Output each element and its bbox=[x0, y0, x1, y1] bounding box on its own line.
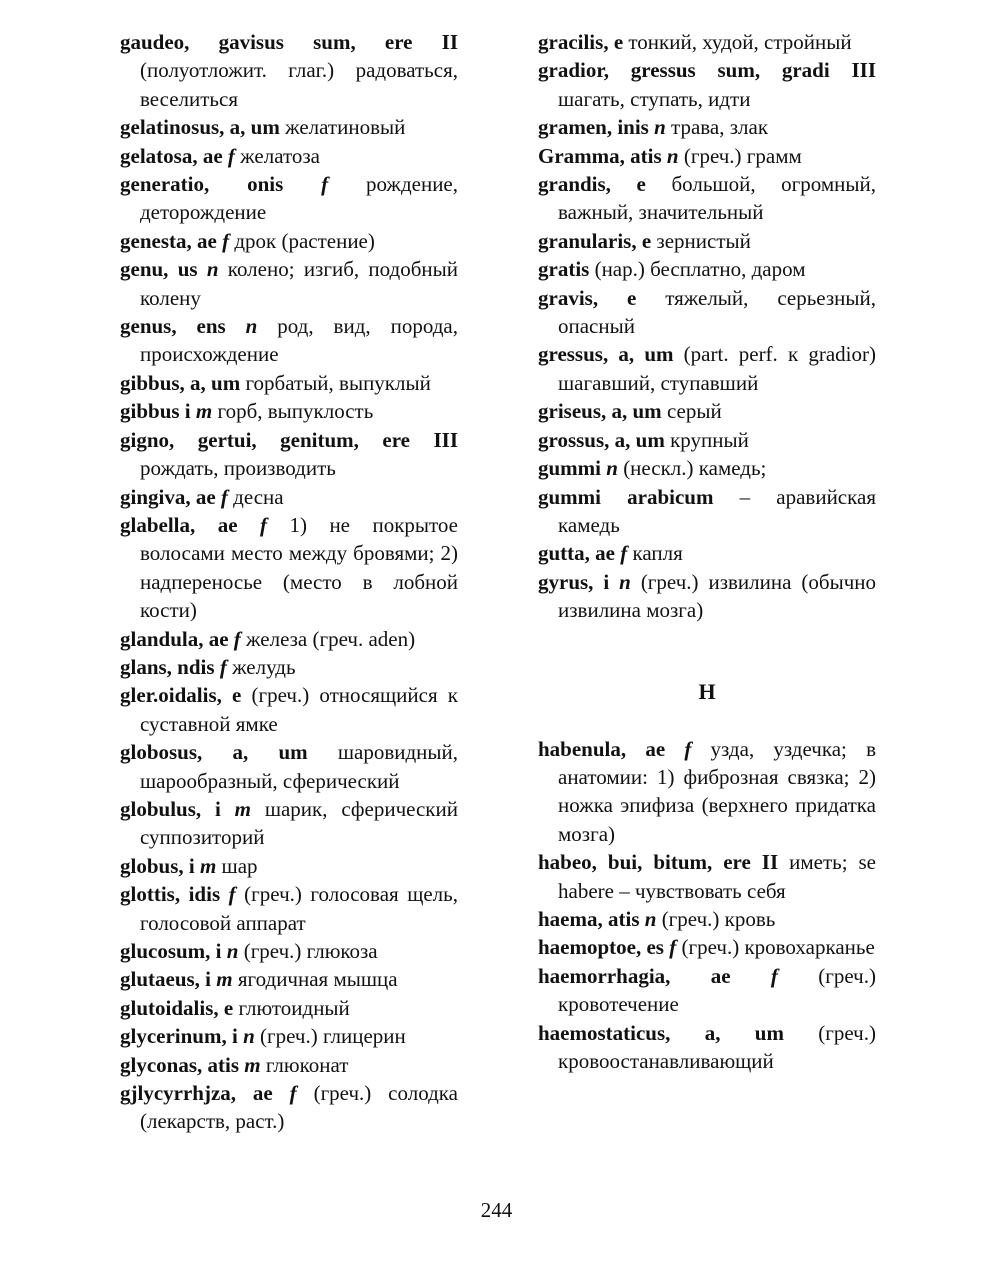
entry-headword: gelatinosus, a, um bbox=[120, 115, 280, 140]
entry-headword: gingiva, ae bbox=[120, 484, 216, 509]
entry-headword: gravis, e bbox=[538, 285, 637, 310]
entry-headword: gaudeo, gavisus sum, ere II bbox=[120, 30, 458, 54]
entry-headword: gummi arabicum bbox=[538, 484, 714, 509]
entry-gender: f bbox=[222, 143, 235, 168]
dictionary-entry bbox=[538, 397, 876, 425]
entry-definition: (греч.) кровохарканье bbox=[676, 935, 875, 960]
entry-definition: (греч.) кровотечение bbox=[558, 963, 876, 1017]
entry-definition: крупный bbox=[664, 427, 749, 452]
entry-headword: globosus, a, um bbox=[120, 740, 308, 765]
g-entries bbox=[538, 28, 876, 625]
entry-definition: иметь; se habere – чувствовать себя bbox=[558, 850, 876, 903]
entry-definition: горбатый, выпуклый bbox=[240, 370, 431, 395]
entry-headword: gratis bbox=[538, 257, 590, 282]
entry-definition: тонкий, худой, стройный bbox=[623, 30, 852, 54]
entry-definition: зернистый bbox=[651, 228, 751, 253]
entry-definition: колено; изгиб, подобный колену bbox=[140, 257, 459, 310]
entry-gender: f bbox=[272, 1081, 297, 1106]
dictionary-entry bbox=[120, 142, 458, 170]
dictionary-entry bbox=[538, 568, 876, 625]
entry-definition: (греч.) кровоостанавливающий bbox=[558, 1020, 876, 1073]
entry-gender: f bbox=[215, 484, 228, 509]
dictionary-entry bbox=[120, 170, 458, 227]
entry-headword: granularis, e bbox=[538, 228, 652, 253]
dictionary-entry bbox=[538, 227, 876, 255]
entry-gender: n bbox=[237, 1024, 255, 1049]
dictionary-entry bbox=[538, 905, 876, 933]
dictionary-entry bbox=[538, 933, 876, 961]
entry-headword: glans, ndis bbox=[120, 654, 215, 679]
entry-definition: шаровидный, шарообразный, сферический bbox=[140, 740, 458, 793]
entry-definition: шагать, ступать, идти bbox=[558, 86, 751, 111]
entry-definition: рождать, производить bbox=[140, 456, 336, 481]
entry-headword: gyrus, i bbox=[538, 569, 610, 594]
section-letter-heading: H bbox=[698, 678, 716, 704]
dictionary-entry bbox=[538, 454, 876, 482]
entry-headword: gutta, ae bbox=[538, 541, 615, 566]
entry-headword: haemorrhagia, ae bbox=[538, 963, 731, 988]
entry-headword: glycerinum, i bbox=[120, 1024, 238, 1049]
entry-headword: glyconas, atis bbox=[120, 1052, 240, 1077]
entry-gender: n bbox=[221, 939, 239, 963]
entry-gender: f bbox=[615, 541, 628, 566]
entry-gender: f bbox=[237, 512, 268, 537]
entry-definition: горб, выпуклость bbox=[212, 399, 374, 424]
entry-gender: n bbox=[639, 906, 657, 931]
dictionary-entry bbox=[120, 795, 458, 852]
page-number: 244 bbox=[480, 1198, 513, 1222]
entry-headword: genu, us bbox=[120, 257, 198, 282]
entry-gender: n bbox=[648, 115, 666, 140]
dictionary-entry bbox=[538, 56, 876, 113]
entry-definition: глютоидный bbox=[233, 995, 350, 1020]
entry-headword: gradior, gressus sum, gradi III bbox=[538, 58, 876, 83]
entry-definition: (греч.) грамм bbox=[678, 143, 802, 168]
dictionary-entry bbox=[538, 426, 876, 454]
dictionary-entry bbox=[120, 852, 458, 880]
dictionary-entry bbox=[120, 1079, 458, 1136]
entry-gender: m bbox=[239, 1052, 261, 1077]
dictionary-entry bbox=[120, 880, 458, 937]
entry-headword: gibbus, a, um bbox=[120, 370, 241, 395]
entry-gender: f bbox=[220, 882, 236, 907]
dictionary-entry bbox=[538, 170, 876, 227]
entry-gender: f bbox=[228, 626, 241, 651]
entry-gender: m bbox=[211, 967, 233, 992]
dictionary-entry bbox=[120, 625, 458, 653]
entry-headword: gelatosa, ae bbox=[120, 143, 223, 168]
dictionary-entry bbox=[538, 142, 876, 170]
entry-definition: (греч.) кровь bbox=[656, 906, 776, 931]
right-column bbox=[538, 28, 876, 1075]
dictionary-entry bbox=[538, 113, 876, 141]
entry-headword: habenula, ae bbox=[538, 736, 666, 761]
entry-headword: griseus, a, um bbox=[538, 399, 662, 424]
dictionary-entry bbox=[120, 483, 458, 511]
entry-definition: ягодичная мышца bbox=[232, 967, 398, 992]
dictionary-entry bbox=[120, 255, 458, 312]
entry-definition: серый bbox=[661, 399, 722, 424]
entry-definition: – аравийская камедь bbox=[558, 484, 876, 537]
entry-headword: glutoidalis, e bbox=[120, 995, 234, 1020]
entry-definition: капля bbox=[627, 541, 683, 566]
entry-definition: трава, злак bbox=[665, 115, 769, 140]
dictionary-entry bbox=[120, 1051, 458, 1079]
entry-headword: gracilis, e bbox=[538, 30, 624, 54]
dictionary-entry bbox=[538, 539, 876, 567]
dictionary-entry bbox=[120, 397, 458, 425]
entry-headword: habeo, bui, bitum, ere II bbox=[538, 850, 779, 875]
entry-gender: n bbox=[661, 143, 679, 168]
entry-headword: gler.oidalis, e bbox=[120, 683, 242, 708]
dictionary-entry bbox=[120, 965, 458, 993]
dictionary-entry bbox=[120, 312, 458, 369]
entry-gender: f bbox=[214, 654, 227, 679]
entry-definition: рождение, деторождение bbox=[140, 172, 458, 225]
entry-definition: желудь bbox=[226, 654, 296, 679]
dictionary-entry bbox=[538, 962, 876, 1019]
h-entries bbox=[538, 735, 876, 1076]
dictionary-entry bbox=[120, 653, 458, 681]
dictionary-entry bbox=[538, 848, 876, 905]
entry-gender: n bbox=[609, 569, 631, 594]
entry-definition: (нар.) бесплатно, даром bbox=[589, 257, 806, 282]
dictionary-entry bbox=[120, 681, 458, 738]
entry-headword: gjlycyrrhjza, ae bbox=[120, 1081, 273, 1106]
entry-definition: (греч.) относящийся к суставной ямке bbox=[140, 683, 458, 736]
entry-headword: globulus, i bbox=[120, 796, 221, 821]
entry-headword: gibbus i bbox=[120, 399, 191, 424]
entry-gender: m bbox=[220, 796, 251, 821]
entry-gender: n bbox=[225, 314, 258, 339]
entry-gender: m bbox=[190, 399, 213, 424]
entry-gender: n bbox=[601, 456, 618, 481]
entry-headword: genesta, ae bbox=[120, 228, 217, 253]
entry-definition: (греч.) глицерин bbox=[254, 1024, 406, 1049]
entry-headword: glabella, ae bbox=[120, 512, 238, 537]
entry-definition: желатоза bbox=[234, 143, 320, 168]
entry-definition: (полуотложит. глаг.) радоваться, веселиться bbox=[140, 58, 458, 111]
entry-headword: haemostaticus, a, um bbox=[538, 1020, 784, 1045]
entry-definition: (part. perf. к gradior) шагавший, ступавший bbox=[558, 342, 876, 395]
dictionary-entry bbox=[538, 284, 876, 341]
entry-gender: n bbox=[197, 257, 219, 282]
entry-gender: f bbox=[216, 228, 230, 253]
entry-headword: grossus, a, um bbox=[538, 427, 665, 452]
dictionary-entry bbox=[120, 937, 458, 965]
dictionary-entry bbox=[538, 28, 876, 56]
entry-gender: f bbox=[283, 172, 329, 197]
entry-gender: f bbox=[663, 935, 677, 960]
dictionary-entry bbox=[538, 340, 876, 397]
entry-definition: железа (греч. aden) bbox=[240, 626, 416, 651]
entry-definition: шар bbox=[216, 853, 258, 878]
entry-definition: (греч.) глюкоза bbox=[238, 939, 378, 963]
entry-definition: узда, уздечка; в анатомии: 1) фиброзная связка; 2) ножка эпифиза (верхнего придатка мозга) bbox=[558, 736, 876, 846]
entry-headword: genus, ens bbox=[120, 314, 226, 339]
entry-headword: glutaeus, i bbox=[120, 967, 212, 992]
entry-headword: gummi bbox=[538, 456, 601, 481]
dictionary-entry bbox=[538, 483, 876, 540]
entry-gender: f bbox=[665, 736, 692, 761]
entry-definition: род, вид, порода, происхождение bbox=[140, 314, 458, 367]
entry-definition: дрок (растение) bbox=[229, 228, 375, 253]
entry-definition: 1) не покрытое волосами место между бровями; 2) надпереносье (место в лобной кости) bbox=[140, 512, 458, 623]
dictionary-entry bbox=[120, 738, 458, 795]
dictionary-entry bbox=[120, 1022, 458, 1050]
entry-headword: haema, atis bbox=[538, 906, 640, 931]
entry-headword: glottis, idis bbox=[120, 882, 221, 907]
entry-definition: (греч.) извилина (обычно извилина мозга) bbox=[558, 569, 876, 623]
dictionary-entry bbox=[120, 426, 458, 483]
entry-definition: шарик, сферический суппозиторий bbox=[140, 796, 458, 850]
entry-headword: haemoptoe, es bbox=[538, 935, 664, 960]
left-column bbox=[120, 28, 458, 1136]
entry-definition: большой, огромный, важный, значительный bbox=[558, 172, 876, 225]
dictionary-entry bbox=[120, 227, 458, 255]
entry-gender: f bbox=[730, 963, 778, 988]
entry-definition: глюконат bbox=[260, 1052, 349, 1077]
dictionary-entry bbox=[120, 994, 458, 1022]
dictionary-entry bbox=[120, 369, 458, 397]
entry-headword: Gramma, atis bbox=[538, 143, 662, 168]
entry-headword: glucosum, i bbox=[120, 939, 222, 963]
entry-definition: желатиновый bbox=[279, 115, 406, 140]
entry-definition: (нескл.) камедь; bbox=[617, 456, 767, 481]
entry-headword: gressus, a, um bbox=[538, 342, 674, 367]
dictionary-entry bbox=[538, 1019, 876, 1076]
dictionary-entry bbox=[538, 255, 876, 283]
entry-definition: тяжелый, серьезный, опасный bbox=[558, 285, 876, 339]
dictionary-entry bbox=[120, 511, 458, 625]
entry-headword: glandula, ae bbox=[120, 626, 229, 651]
dictionary-entry bbox=[538, 735, 876, 849]
entry-headword: gigno, gertui, genitum, ere III bbox=[120, 427, 458, 452]
dictionary-entry bbox=[120, 113, 458, 141]
entry-gender: m bbox=[194, 853, 217, 878]
entry-definition: десна bbox=[227, 484, 284, 509]
dictionary-entry bbox=[120, 28, 458, 113]
entry-headword: globus, i bbox=[120, 853, 195, 878]
entry-headword: gramen, inis bbox=[538, 115, 649, 140]
entry-definition: (греч.) солодка (лекарств, раст.) bbox=[140, 1081, 458, 1134]
entry-definition: (греч.) голосовая щель, голосовой аппарат bbox=[140, 882, 458, 935]
entry-headword: grandis, e bbox=[538, 172, 646, 197]
entry-headword: generatio, onis bbox=[120, 172, 284, 197]
